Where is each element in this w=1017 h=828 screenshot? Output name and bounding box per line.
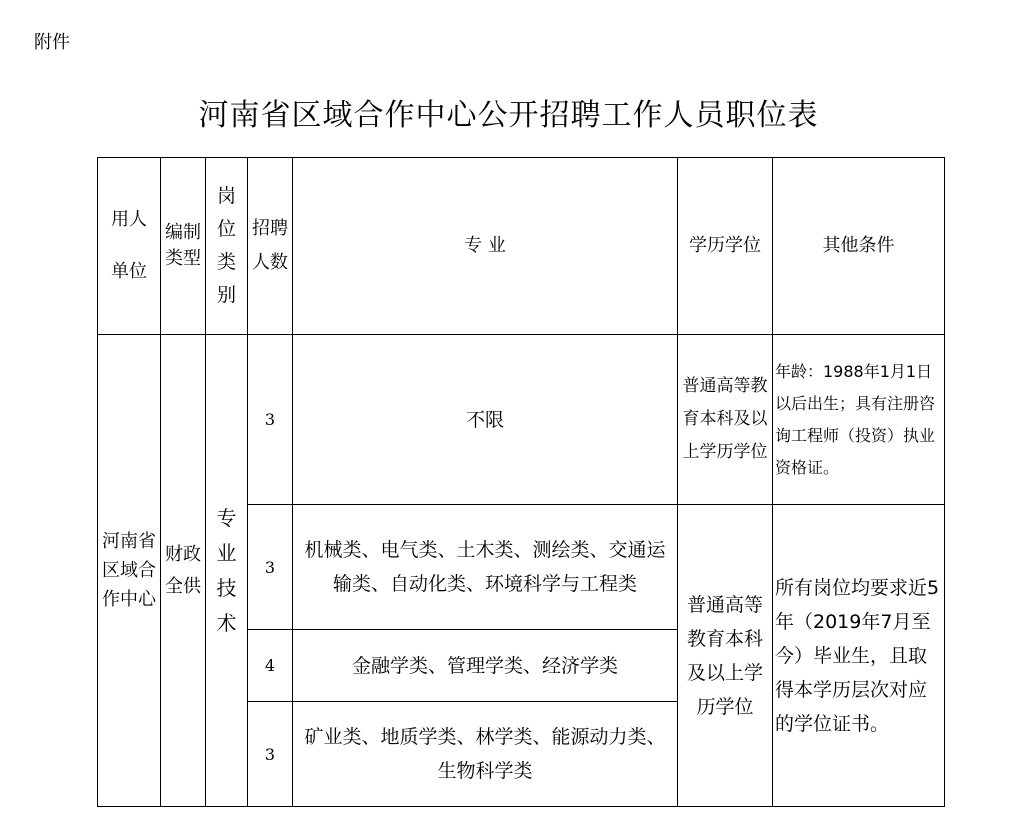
header-row [98, 158, 945, 335]
header-major-text: 专 业 [464, 235, 506, 256]
unit-text: 河南省区域合作中心 [102, 531, 156, 610]
major-cell [293, 702, 678, 807]
position-table [97, 157, 945, 807]
header-other-text: 其他条件 [822, 235, 895, 256]
page-title: 河南省区域合作中心公开招聘工作人员职位表 [198, 98, 819, 133]
unit-cell [98, 335, 161, 807]
education-cell [678, 335, 773, 505]
count-cell: 3 [248, 702, 293, 807]
major-text: 机械类、电气类、土木类、测绘类、交通运输类、自动化类、环境科学与工程类 [304, 539, 666, 595]
category-text: 专业技术 [216, 505, 237, 635]
major-text: 矿业类、地质学类、林学类、能源动力类、生物科学类 [304, 726, 666, 782]
category-cell [206, 335, 248, 807]
header-type [161, 158, 206, 335]
header-education [678, 158, 773, 335]
type-cell [161, 335, 206, 807]
other-conditions-cell: 年龄：1988年1月1日以后出生；具有注册咨询工程师（投资）执业资格证。 [773, 335, 945, 505]
header-other [773, 158, 945, 335]
major-cell: 金融学类、管理学类、经济学类 [293, 630, 678, 702]
header-count [248, 158, 293, 335]
count-cell: 4 [248, 630, 293, 702]
header-category [206, 158, 248, 335]
header-major [293, 158, 678, 335]
education-group-text: 普通高等教育本科及以上学历学位 [686, 593, 763, 718]
major-cell: 不限 [293, 335, 678, 505]
count-cell: 3 [248, 505, 293, 630]
education-text: 普通高等教育本科及以上学历学位 [682, 376, 768, 462]
major-cell [293, 505, 678, 630]
type-text: 财政全供 [165, 543, 201, 597]
count-cell: 3 [248, 335, 293, 505]
table-row [98, 335, 945, 505]
attachment-label: 附件 [34, 32, 70, 53]
header-unit [98, 158, 161, 335]
header-unit-text: 用人单位 [111, 209, 147, 282]
other-conditions-cell-group: 所有岗位均要求近5年（2019年7月至今）毕业生，且取得本学历层次对应的学位证书。 [773, 505, 945, 807]
header-category-text: 岗位类别 [216, 185, 236, 306]
header-type-text: 编制类型 [165, 222, 201, 269]
header-education-text: 学历学位 [689, 235, 761, 256]
header-count-text: 招聘人数 [252, 218, 288, 273]
education-cell-group [678, 505, 773, 807]
